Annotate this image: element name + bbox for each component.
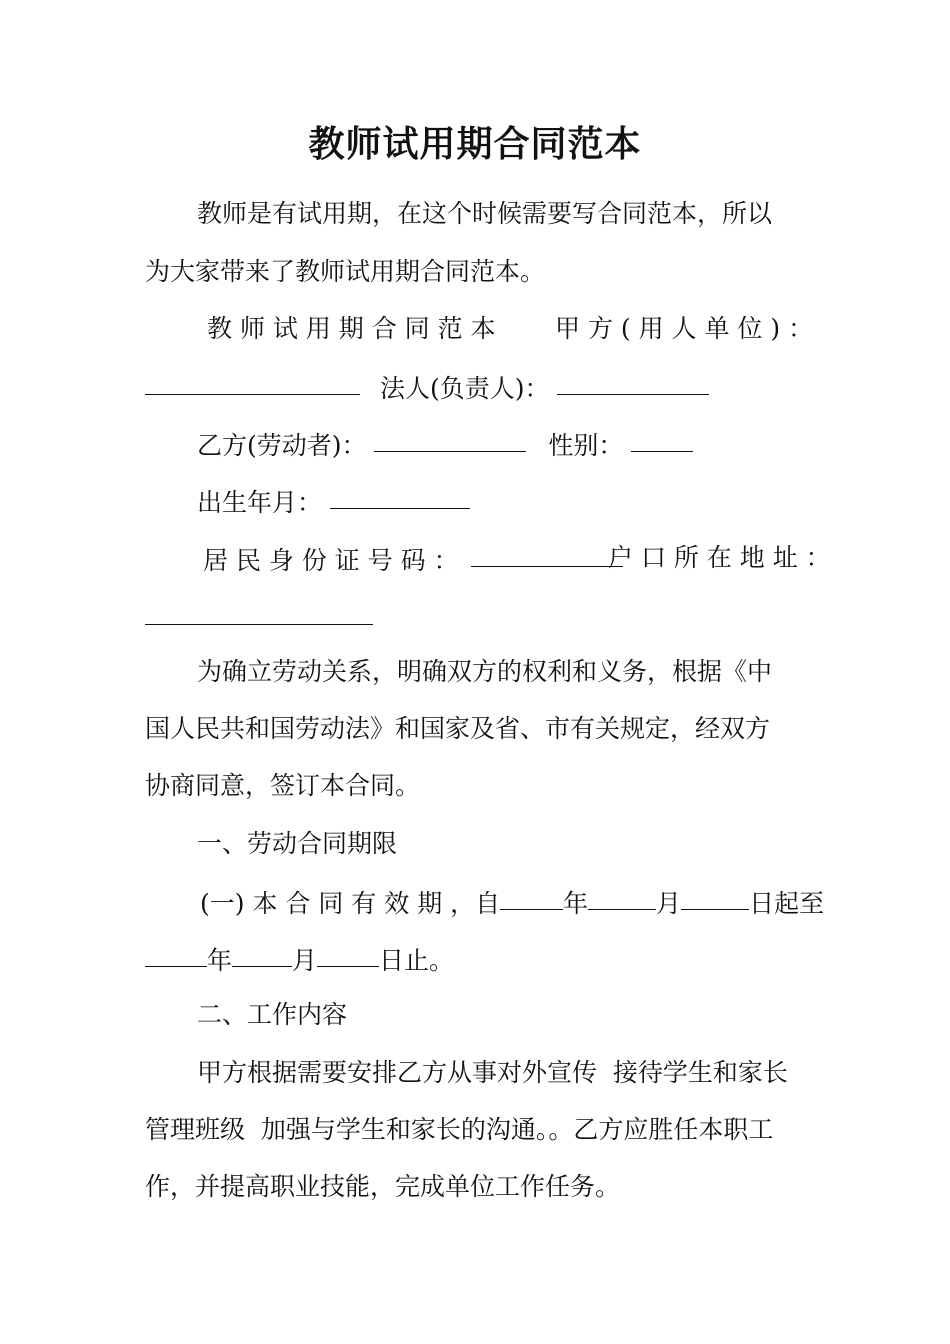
legal-person-label: 法人(负责人)： bbox=[379, 374, 550, 403]
intro-line-2: 为大家带来了教师试用期合同范本。 bbox=[145, 257, 546, 286]
purpose-line-3: 协商同意，签订本合同。 bbox=[145, 771, 421, 800]
gender-blank[interactable] bbox=[631, 423, 693, 452]
clause-1-row bbox=[200, 883, 824, 922]
id-row bbox=[203, 540, 623, 579]
end-day-blank[interactable] bbox=[317, 938, 379, 967]
work-content-line-2: 管理班级 加强与学生和家长的沟通。。乙方应胜任本职工 bbox=[145, 1115, 774, 1144]
gender-label: 性别： bbox=[548, 431, 624, 460]
address-blank[interactable] bbox=[145, 596, 373, 625]
end-month-label: 月 bbox=[292, 946, 318, 975]
clause-1-start: (一) 本 合 同 有 效 期 ，自 bbox=[200, 889, 501, 918]
party-a-label: 甲 方 ( 用 人 单 位 ) ： bbox=[555, 314, 814, 343]
day-to-label: 日止。 bbox=[379, 946, 455, 975]
legal-person-blank[interactable] bbox=[557, 366, 709, 395]
party-b-row bbox=[197, 425, 693, 464]
legal-person-row bbox=[145, 368, 709, 407]
birth-blank[interactable] bbox=[330, 480, 470, 509]
start-year-blank[interactable] bbox=[500, 881, 563, 910]
intro-line-1: 教师是有试用期，在这个时候需要写合同范本，所以 bbox=[197, 199, 773, 228]
party-a-blank[interactable] bbox=[145, 366, 360, 395]
address-label: 户 口 所 在 地 址 ： bbox=[608, 543, 831, 572]
birth-row bbox=[197, 482, 470, 521]
end-month-blank[interactable] bbox=[232, 938, 292, 967]
document-title: 教师试用期合同范本 bbox=[308, 123, 642, 165]
day-from-label: 日起至 bbox=[749, 889, 825, 918]
id-blank[interactable] bbox=[471, 538, 623, 567]
birth-label: 出生年月： bbox=[197, 488, 323, 517]
start-day-blank[interactable] bbox=[681, 881, 749, 910]
section-2-heading: 二、工作内容 bbox=[197, 1000, 348, 1029]
month-label: 月 bbox=[656, 889, 682, 918]
work-content-line-3: 作，并提高职业技能，完成单位工作任务。 bbox=[145, 1172, 621, 1201]
start-month-blank[interactable] bbox=[588, 881, 656, 910]
id-label: 居 民 身 份 证 号 码 ： bbox=[203, 546, 459, 575]
party-b-label: 乙方(劳动者)： bbox=[197, 431, 367, 460]
work-content-line-1: 甲方根据需要安排乙方从事对外宣传 接待学生和家长 bbox=[197, 1058, 788, 1087]
end-year-label: 年 bbox=[207, 946, 233, 975]
end-year-blank[interactable] bbox=[145, 938, 207, 967]
section-1-heading: 一、劳动合同期限 bbox=[197, 829, 398, 858]
purpose-line-1: 为确立劳动关系，明确双方的权利和义务，根据《中 bbox=[197, 657, 773, 686]
clause-1-end-row bbox=[145, 940, 454, 979]
address-blank-row bbox=[145, 598, 373, 637]
purpose-line-2: 国人民共和国劳动法》和国家及省、市有关规定，经双方 bbox=[145, 714, 771, 743]
year-label: 年 bbox=[563, 889, 589, 918]
contract-name: 教 师 试 用 期 合 同 范 本 bbox=[207, 314, 496, 343]
party-b-blank[interactable] bbox=[374, 423, 526, 452]
